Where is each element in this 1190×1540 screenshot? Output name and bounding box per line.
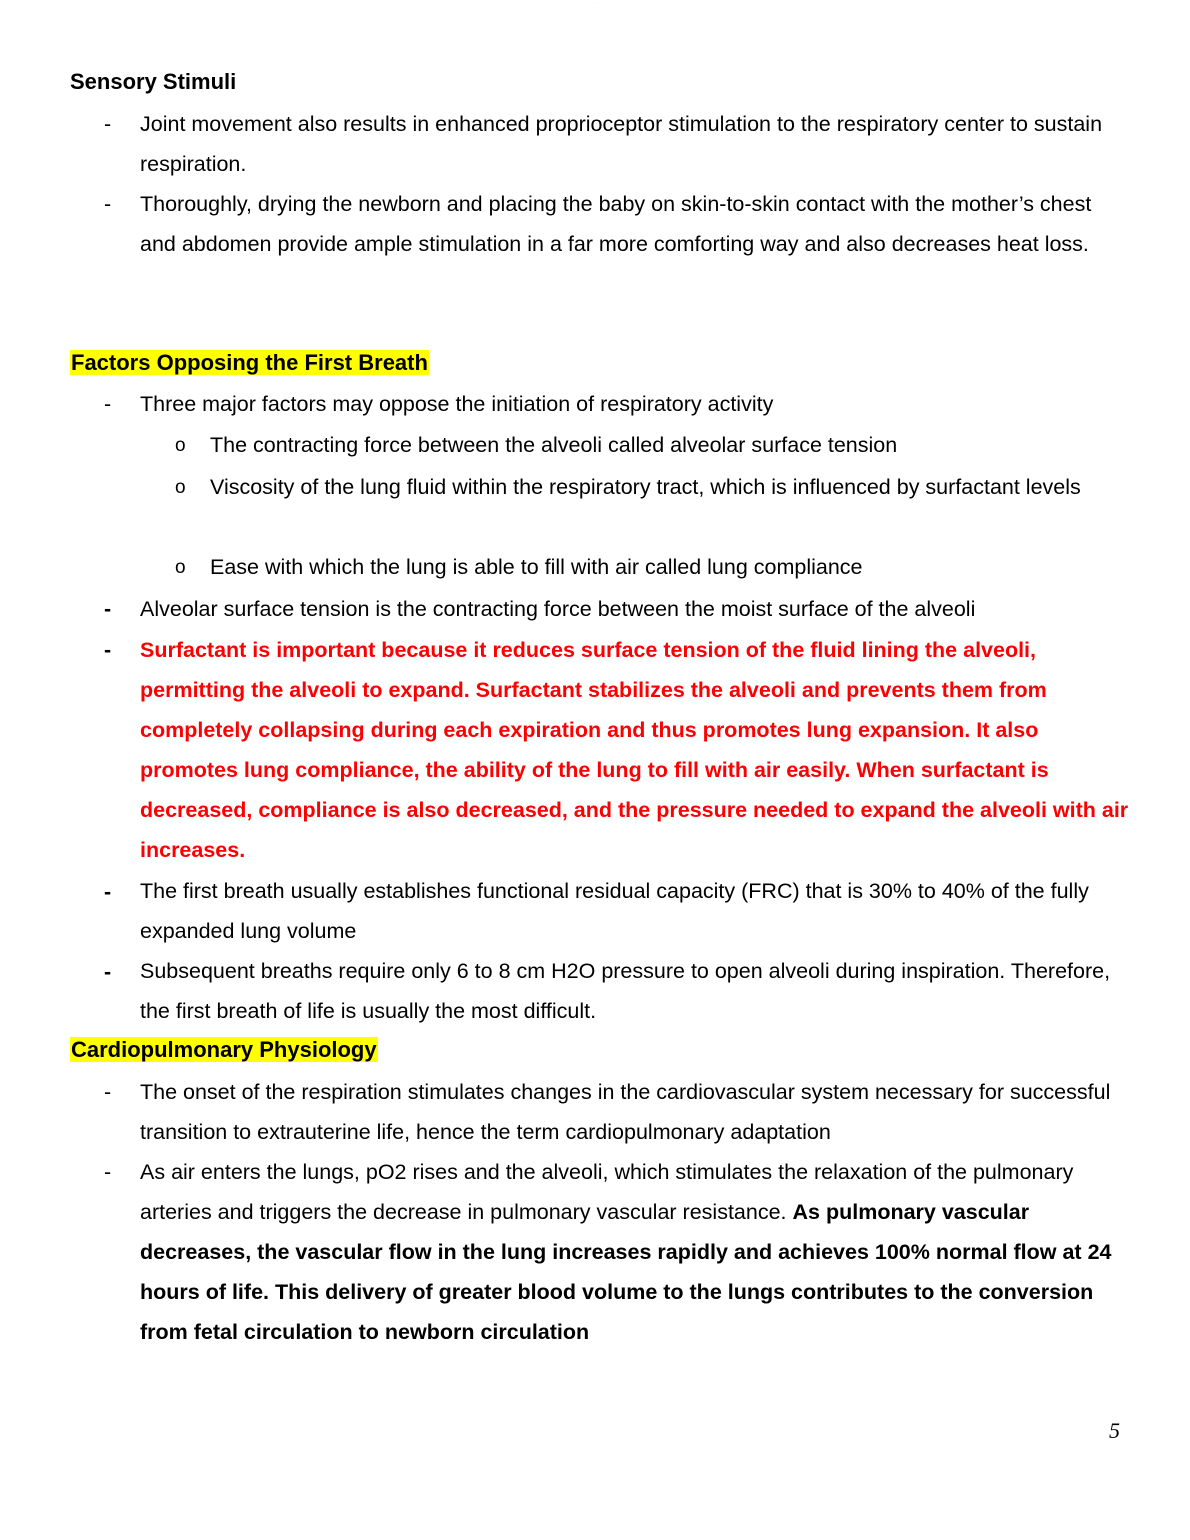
page-number: 5 [1109,1418,1120,1443]
heading-factors-opposing [70,350,429,376]
cardio-air-bold-text: As pulmonary vascular decreases, the vascular flow in the lung increases rapidly and achieves 100% normal flow at 24 hours of life. This delivery of greater blood volume to the lungs contributes to the conversion from fetal circulation to newborn circulation [140,1200,1112,1344]
cardio-onset-bullet: The onset of the respiration stimulates changes in the cardiovascular system necessary for successful transition to extrauterine life, hence the term cardiopulmonary adaptation [140,1080,1111,1144]
opposing-subitem-1: The contracting force between the alveoli called alveolar surface tension [210,433,898,457]
opposing-subitem-3: Ease with which the lung is able to fill with air called lung compliance [210,555,863,579]
cardio-air-bullet [140,1152,1130,1352]
bullet-circle: o [175,557,186,578]
sensory-bullet-1: Joint movement also results in enhanced proprioceptor stimulation to the respiratory center to sustain respiration. [140,112,1103,176]
bullet-dash: - [104,1080,112,1104]
cardio-air-normal-text: As air enters the lungs, pO2 rises and the alveoli, which stimulates the relaxation of the pulmonary arteries and triggers the decrease in pulmonary vascular resistance. [140,1160,1074,1224]
bullet-dash: - [104,880,112,904]
highlighted-heading-text: Cardiopulmonary Physiology [71,1037,377,1062]
header-mark: · · · · · [590,0,600,4]
bullet-dash: - [104,638,112,662]
highlighted-heading-text: Factors Opposing the First Breath [71,350,428,375]
bullet-dash: - [104,597,112,621]
sensory-bullet-2: Thoroughly, drying the newborn and placing the baby on skin-to-skin contact with the mother’s chest and abdomen provide ample stimulation in a far more comforting way and also decreases heat loss. [140,192,1092,256]
bullet-circle: o [175,477,186,498]
bullet-dash: - [104,1160,112,1184]
frc-bullet: The first breath usually establishes functional residual capacity (FRC) that is 30% to 40% of the fully expanded lung volume [140,879,1089,943]
opposing-intro: Three major factors may oppose the initiation of respiratory activity [140,392,774,416]
bullet-dash: - [104,392,112,416]
surfactant-emphasis-paragraph: Surfactant is important because it reduces surface tension of the fluid lining the alveoli, permitting the alveoli to expand. Surfactant stabilizes the alveoli and prevents them from completely collapsing during each expiration and thus promotes lung expansion. It also promotes lung compliance, the ability of the lung to fill with air easily. When surfactant is decreased, compliance is also decreased, and the pressure needed to expand the alveoli with air increases. [140,638,1129,862]
opposing-subitem-2: Viscosity of the lung fluid within the respiratory tract, which is influenced by surfactant levels [210,475,1081,499]
bullet-dash: - [104,960,112,984]
subsequent-breaths-bullet: Subsequent breaths require only 6 to 8 cm H2O pressure to open alveoli during inspiration. Therefore, the first breath of life is usually the most difficult. [140,959,1111,1023]
bullet-circle: o [175,435,186,456]
bullet-dash: - [104,192,112,216]
heading-cardiopulmonary [70,1037,378,1063]
alveolar-surface-tension: Alveolar surface tension is the contracting force between the moist surface of the alveoli [140,597,976,621]
heading-sensory-stimuli: Sensory Stimuli [70,69,237,94]
bullet-dash: - [104,112,112,136]
